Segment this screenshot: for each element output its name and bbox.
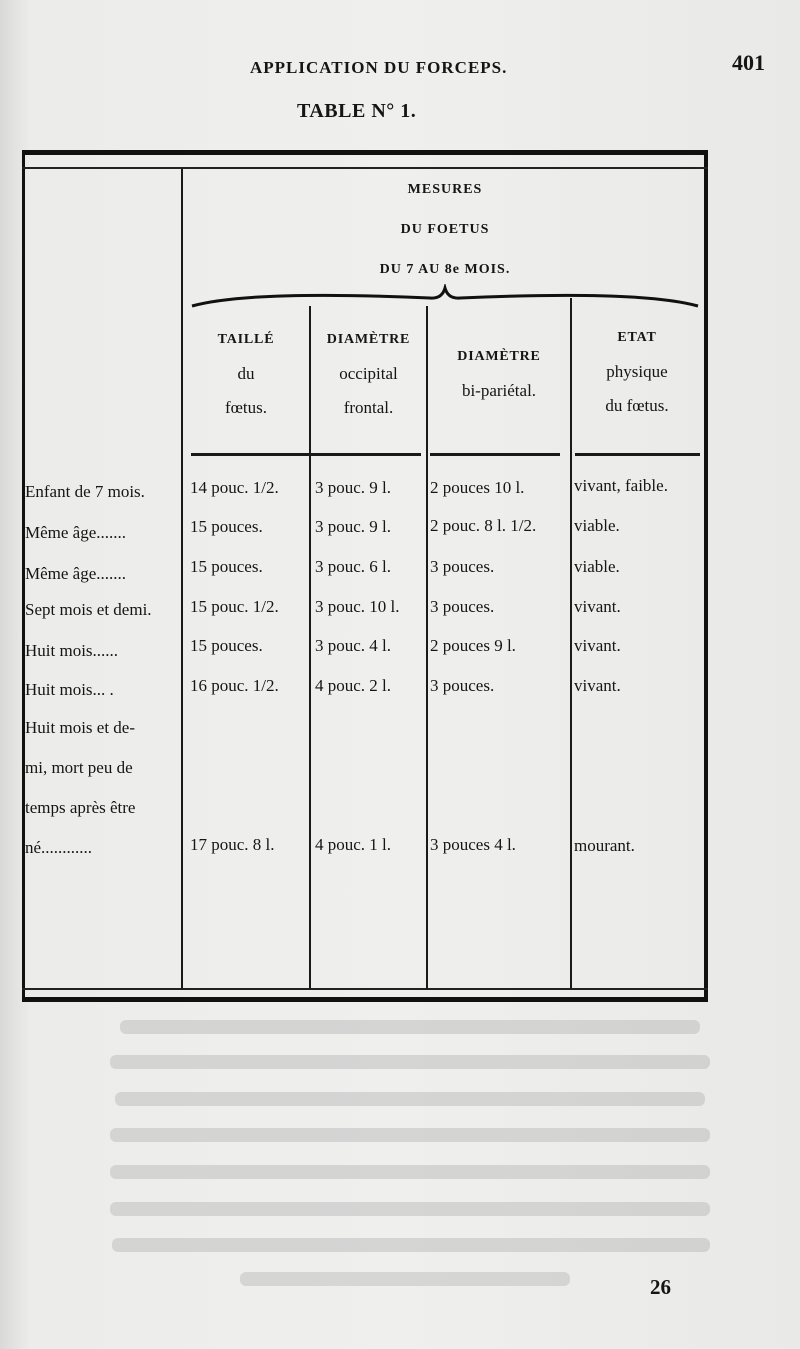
cell-etat: vivant, faible. — [574, 476, 668, 495]
cell-biparietal: 3 pouces 4 l. — [430, 835, 516, 854]
row-label-line: temps après être — [25, 798, 136, 817]
column-divider — [426, 306, 428, 989]
cell-taille: 15 pouces. — [190, 636, 263, 655]
cell-etat: vivant. — [574, 597, 621, 616]
running-title: APPLICATION DU FORCEPS. — [250, 58, 508, 77]
group-heading-line2: DU FOETUS — [400, 222, 490, 237]
signature-mark: 26 — [650, 1275, 671, 1299]
column-header-etat-line1: ETAT — [617, 330, 657, 345]
header-rule — [191, 453, 421, 456]
column-header-biparietal — [428, 340, 570, 408]
group-heading-line1: MESURES — [407, 182, 483, 197]
cell-etat: mourant. — [574, 836, 635, 855]
column-header-occipital — [311, 323, 426, 425]
row-label: Même âge....... — [25, 523, 127, 542]
row-label: Huit mois...... — [25, 641, 119, 660]
header-rule — [430, 453, 560, 456]
cell-occipital: 3 pouc. 10 l. — [315, 597, 400, 616]
column-header-etat — [572, 321, 702, 423]
cell-taille: 15 pouces. — [190, 557, 263, 576]
cell-biparietal: 3 pouces. — [430, 676, 495, 695]
row-label-line: né............ — [25, 838, 93, 857]
cell-etat: vivant. — [574, 636, 621, 655]
column-header-etat-line3: du fœtus. — [605, 396, 669, 415]
row-label: Sept mois et demi. — [25, 600, 152, 619]
column-header-biparietal-line1: DIAMÈTRE — [457, 349, 541, 364]
column-header-etat-line2: physique — [606, 362, 668, 381]
cell-etat: vivant. — [574, 676, 621, 695]
cell-biparietal: 2 pouc. 8 l. 1/2. — [430, 516, 537, 535]
row-label-line: mi, mort peu de — [25, 758, 133, 777]
row-label: Huit mois... . — [25, 680, 114, 699]
cell-occipital: 4 pouc. 2 l. — [315, 676, 392, 695]
group-brace — [190, 284, 700, 314]
cell-biparietal: 3 pouces. — [430, 557, 495, 576]
cell-etat: viable. — [574, 557, 620, 576]
table-inner-top-rule — [22, 167, 708, 169]
cell-occipital: 4 pouc. 1 l. — [315, 835, 392, 854]
page-header — [0, 50, 800, 84]
table-inner-bottom-rule — [22, 988, 708, 990]
table-title: TABLE N° 1. — [297, 100, 417, 122]
column-header-taille-line3: fœtus. — [224, 398, 268, 417]
cell-occipital: 3 pouc. 6 l. — [315, 557, 392, 576]
page-number: 401 — [732, 50, 765, 75]
row-label-line: Huit mois et de- — [25, 718, 136, 737]
column-header-occipital-line2: occipital — [339, 364, 398, 383]
cell-biparietal: 2 pouces 10 l. — [430, 478, 525, 497]
column-header-occipital-line3: frontal. — [343, 398, 394, 417]
cell-occipital: 3 pouc. 9 l. — [315, 517, 392, 536]
column-header-taille — [183, 323, 309, 425]
cell-occipital: 3 pouc. 9 l. — [315, 478, 392, 497]
column-header-occipital-line1: DIAMÈTRE — [326, 332, 411, 347]
cell-taille: 14 pouc. 1/2. — [190, 478, 279, 497]
cell-biparietal: 3 pouces. — [430, 597, 495, 616]
column-header-taille-line1: TAILLÉ — [217, 332, 275, 347]
show-through-text — [0, 1010, 800, 1300]
cell-taille: 17 pouc. 8 l. — [190, 835, 275, 854]
cell-occipital: 3 pouc. 4 l. — [315, 636, 392, 655]
row-label: Même âge....... — [25, 564, 127, 583]
cell-taille: 15 pouc. 1/2. — [190, 597, 279, 616]
column-divider — [181, 169, 183, 989]
group-heading-line3: DU 7 AU 8e MOIS. — [379, 262, 511, 277]
cell-etat: viable. — [574, 516, 620, 535]
cell-taille: 16 pouc. 1/2. — [190, 676, 279, 695]
row-label: Enfant de 7 mois. — [25, 482, 145, 501]
cell-biparietal: 2 pouces 9 l. — [430, 636, 516, 655]
column-header-biparietal-line2: bi-pariétal. — [461, 381, 537, 400]
column-header-taille-line2: du — [237, 364, 255, 383]
header-rule — [575, 453, 700, 456]
cell-taille: 15 pouces. — [190, 517, 263, 536]
